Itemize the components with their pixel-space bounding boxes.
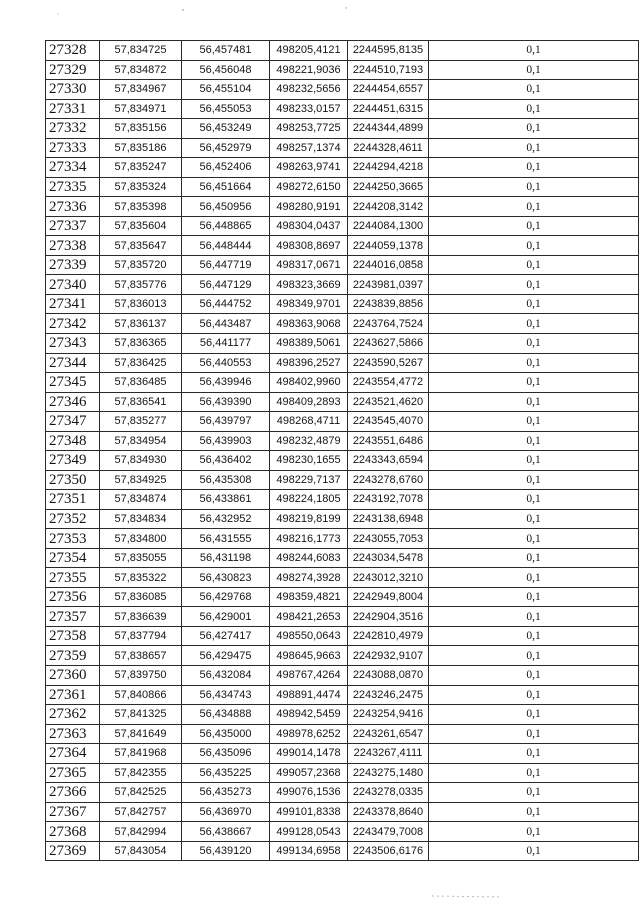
latitude-cell: 57,834954 — [100, 431, 182, 451]
longitude-cell: 56,448444 — [182, 236, 270, 256]
coord-x-cell: 498233,0157 — [270, 99, 348, 119]
table-row — [46, 119, 639, 139]
latitude-cell: 57,835647 — [100, 236, 182, 256]
accuracy-cell: 0,1 — [429, 666, 639, 686]
table-row — [46, 197, 639, 217]
latitude-cell: 57,838657 — [100, 646, 182, 666]
longitude-cell: 56,435308 — [182, 470, 270, 490]
longitude-cell: 56,433861 — [182, 490, 270, 510]
table-row — [46, 314, 639, 334]
coord-x-cell: 498232,4879 — [270, 431, 348, 451]
coord-x-cell: 498891,4474 — [270, 685, 348, 705]
coord-y-cell: 2243192,7078 — [348, 490, 429, 510]
latitude-cell: 57,836137 — [100, 314, 182, 334]
point-number-cell: 27343 — [46, 333, 100, 353]
point-number-cell: 27333 — [46, 138, 100, 158]
point-number-cell: 27363 — [46, 724, 100, 744]
longitude-cell: 56,443487 — [182, 314, 270, 334]
table-row — [46, 60, 639, 80]
coord-y-cell: 2244294,4218 — [348, 158, 429, 178]
table-row — [46, 333, 639, 353]
accuracy-cell: 0,1 — [429, 236, 639, 256]
longitude-cell: 56,435225 — [182, 763, 270, 783]
point-number-cell: 27365 — [46, 763, 100, 783]
table-row — [46, 392, 639, 412]
longitude-cell: 56,441177 — [182, 333, 270, 353]
latitude-cell: 57,835322 — [100, 568, 182, 588]
point-number-cell: 27347 — [46, 412, 100, 432]
coord-x-cell: 498205,4121 — [270, 41, 348, 61]
coord-x-cell: 498402,9960 — [270, 373, 348, 393]
coord-x-cell: 499014,1478 — [270, 744, 348, 764]
table-row — [46, 587, 639, 607]
accuracy-cell: 0,1 — [429, 490, 639, 510]
coord-y-cell: 2244595,8135 — [348, 41, 429, 61]
coord-x-cell: 498257,1374 — [270, 138, 348, 158]
point-number-cell: 27368 — [46, 822, 100, 842]
point-number-cell: 27350 — [46, 470, 100, 490]
latitude-cell: 57,835247 — [100, 158, 182, 178]
latitude-cell: 57,834834 — [100, 509, 182, 529]
point-number-cell: 27364 — [46, 744, 100, 764]
coord-y-cell: 2243627,5866 — [348, 333, 429, 353]
coord-y-cell: 2244454,6557 — [348, 80, 429, 100]
latitude-cell: 57,842757 — [100, 802, 182, 822]
latitude-cell: 57,840866 — [100, 685, 182, 705]
coord-y-cell: 2243479,7008 — [348, 822, 429, 842]
point-number-cell: 27331 — [46, 99, 100, 119]
coord-x-cell: 498229,7137 — [270, 470, 348, 490]
table-row — [46, 802, 639, 822]
point-number-cell: 27369 — [46, 841, 100, 861]
coord-x-cell: 498274,3928 — [270, 568, 348, 588]
point-number-cell: 27349 — [46, 451, 100, 471]
table-row — [46, 646, 639, 666]
coord-x-cell: 498244,6083 — [270, 548, 348, 568]
point-number-cell: 27332 — [46, 119, 100, 139]
table-row — [46, 353, 639, 373]
coord-x-cell: 499134,6958 — [270, 841, 348, 861]
table-row — [46, 41, 639, 61]
point-number-cell: 27340 — [46, 275, 100, 295]
latitude-cell: 57,835398 — [100, 197, 182, 217]
latitude-cell: 57,835277 — [100, 412, 182, 432]
accuracy-cell: 0,1 — [429, 294, 639, 314]
table-row — [46, 763, 639, 783]
coord-y-cell: 2243138,6948 — [348, 509, 429, 529]
point-number-cell: 27356 — [46, 587, 100, 607]
coord-y-cell: 2244016,0858 — [348, 255, 429, 275]
table-row — [46, 685, 639, 705]
coord-y-cell: 2244510,7193 — [348, 60, 429, 80]
accuracy-cell: 0,1 — [429, 724, 639, 744]
accuracy-cell: 0,1 — [429, 255, 639, 275]
accuracy-cell: 0,1 — [429, 197, 639, 217]
point-number-cell: 27358 — [46, 626, 100, 646]
latitude-cell: 57,834725 — [100, 41, 182, 61]
longitude-cell: 56,453249 — [182, 119, 270, 139]
longitude-cell: 56,429475 — [182, 646, 270, 666]
table-row — [46, 373, 639, 393]
table-row — [46, 294, 639, 314]
coord-y-cell: 2243275,1480 — [348, 763, 429, 783]
table-row — [46, 548, 639, 568]
longitude-cell: 56,434888 — [182, 705, 270, 725]
longitude-cell: 56,427417 — [182, 626, 270, 646]
longitude-cell: 56,444752 — [182, 294, 270, 314]
coord-y-cell: 2243254,9416 — [348, 705, 429, 725]
point-number-cell: 27357 — [46, 607, 100, 627]
longitude-cell: 56,452979 — [182, 138, 270, 158]
coord-y-cell: 2243521,4620 — [348, 392, 429, 412]
latitude-cell: 57,835776 — [100, 275, 182, 295]
longitude-cell: 56,436402 — [182, 451, 270, 471]
latitude-cell: 57,835186 — [100, 138, 182, 158]
longitude-cell: 56,436970 — [182, 802, 270, 822]
longitude-cell: 56,439946 — [182, 373, 270, 393]
longitude-cell: 56,432952 — [182, 509, 270, 529]
coord-x-cell: 498550,0643 — [270, 626, 348, 646]
accuracy-cell: 0,1 — [429, 685, 639, 705]
accuracy-cell: 0,1 — [429, 216, 639, 236]
coord-x-cell: 498421,2653 — [270, 607, 348, 627]
accuracy-cell: 0,1 — [429, 412, 639, 432]
point-number-cell: 27334 — [46, 158, 100, 178]
longitude-cell: 56,447129 — [182, 275, 270, 295]
table-row — [46, 783, 639, 803]
point-number-cell: 27360 — [46, 666, 100, 686]
coord-x-cell: 499076,1536 — [270, 783, 348, 803]
accuracy-cell: 0,1 — [429, 353, 639, 373]
coord-x-cell: 498978,6252 — [270, 724, 348, 744]
accuracy-cell: 0,1 — [429, 119, 639, 139]
point-number-cell: 27328 — [46, 41, 100, 61]
accuracy-cell: 0,1 — [429, 333, 639, 353]
accuracy-cell: 0,1 — [429, 822, 639, 842]
longitude-cell: 56,430823 — [182, 568, 270, 588]
coord-x-cell: 498767,4264 — [270, 666, 348, 686]
coord-y-cell: 2244344,4899 — [348, 119, 429, 139]
table-row — [46, 490, 639, 510]
longitude-cell: 56,447719 — [182, 255, 270, 275]
point-number-cell: 27342 — [46, 314, 100, 334]
coord-y-cell: 2243378,8640 — [348, 802, 429, 822]
point-number-cell: 27337 — [46, 216, 100, 236]
longitude-cell: 56,448865 — [182, 216, 270, 236]
coord-y-cell: 2243055,7053 — [348, 529, 429, 549]
accuracy-cell: 0,1 — [429, 80, 639, 100]
coord-x-cell: 498272,6150 — [270, 177, 348, 197]
point-number-cell: 27361 — [46, 685, 100, 705]
coord-y-cell: 2242810,4979 — [348, 626, 429, 646]
coord-x-cell: 498317,0671 — [270, 255, 348, 275]
point-number-cell: 27359 — [46, 646, 100, 666]
coordinates-table — [45, 40, 639, 861]
accuracy-cell: 0,1 — [429, 646, 639, 666]
latitude-cell: 57,835720 — [100, 255, 182, 275]
coord-x-cell: 499101,8338 — [270, 802, 348, 822]
accuracy-cell: 0,1 — [429, 802, 639, 822]
table-row — [46, 99, 639, 119]
point-number-cell: 27362 — [46, 705, 100, 725]
coord-x-cell: 498280,9191 — [270, 197, 348, 217]
latitude-cell: 57,842994 — [100, 822, 182, 842]
accuracy-cell: 0,1 — [429, 705, 639, 725]
coord-y-cell: 2243764,7524 — [348, 314, 429, 334]
coord-y-cell: 2243278,0335 — [348, 783, 429, 803]
latitude-cell: 57,842525 — [100, 783, 182, 803]
latitude-cell: 57,836541 — [100, 392, 182, 412]
table-row — [46, 607, 639, 627]
coord-x-cell: 498263,9741 — [270, 158, 348, 178]
longitude-cell: 56,435096 — [182, 744, 270, 764]
latitude-cell: 57,834800 — [100, 529, 182, 549]
table-row — [46, 412, 639, 432]
table-row — [46, 724, 639, 744]
coord-x-cell: 498219,8199 — [270, 509, 348, 529]
table-row — [46, 158, 639, 178]
point-number-cell: 27346 — [46, 392, 100, 412]
latitude-cell: 57,834872 — [100, 60, 182, 80]
coord-y-cell: 2243590,5267 — [348, 353, 429, 373]
table-row — [46, 626, 639, 646]
longitude-cell: 56,438667 — [182, 822, 270, 842]
point-number-cell: 27335 — [46, 177, 100, 197]
latitude-cell: 57,836013 — [100, 294, 182, 314]
longitude-cell: 56,452406 — [182, 158, 270, 178]
table-row — [46, 431, 639, 451]
coord-x-cell: 498363,9068 — [270, 314, 348, 334]
table-body — [46, 41, 639, 861]
coord-x-cell: 498268,4711 — [270, 412, 348, 432]
latitude-cell: 57,836085 — [100, 587, 182, 607]
longitude-cell: 56,435000 — [182, 724, 270, 744]
coord-x-cell: 498216,1773 — [270, 529, 348, 549]
table-row — [46, 138, 639, 158]
accuracy-cell: 0,1 — [429, 744, 639, 764]
coord-y-cell: 2242932,9107 — [348, 646, 429, 666]
coord-x-cell: 498349,9701 — [270, 294, 348, 314]
table-row — [46, 529, 639, 549]
latitude-cell: 57,842355 — [100, 763, 182, 783]
table-row — [46, 451, 639, 471]
coord-y-cell: 2243551,6486 — [348, 431, 429, 451]
longitude-cell: 56,439797 — [182, 412, 270, 432]
accuracy-cell: 0,1 — [429, 451, 639, 471]
accuracy-cell: 0,1 — [429, 841, 639, 861]
accuracy-cell: 0,1 — [429, 41, 639, 61]
coord-y-cell: 2243981,0397 — [348, 275, 429, 295]
table-row — [46, 841, 639, 861]
coord-x-cell: 499128,0543 — [270, 822, 348, 842]
coord-x-cell: 498253,7725 — [270, 119, 348, 139]
accuracy-cell: 0,1 — [429, 99, 639, 119]
coord-x-cell: 498308,8697 — [270, 236, 348, 256]
latitude-cell: 57,835324 — [100, 177, 182, 197]
coord-y-cell: 2243267,4111 — [348, 744, 429, 764]
point-number-cell: 27354 — [46, 548, 100, 568]
coord-y-cell: 2243343,6594 — [348, 451, 429, 471]
accuracy-cell: 0,1 — [429, 470, 639, 490]
longitude-cell: 56,455053 — [182, 99, 270, 119]
table-row — [46, 177, 639, 197]
coord-x-cell: 499057,2368 — [270, 763, 348, 783]
table-row — [46, 216, 639, 236]
latitude-cell: 57,835604 — [100, 216, 182, 236]
coord-y-cell: 2243088,0870 — [348, 666, 429, 686]
table-row — [46, 80, 639, 100]
latitude-cell: 57,841649 — [100, 724, 182, 744]
point-number-cell: 27330 — [46, 80, 100, 100]
coord-y-cell: 2244451,6315 — [348, 99, 429, 119]
point-number-cell: 27341 — [46, 294, 100, 314]
point-number-cell: 27348 — [46, 431, 100, 451]
accuracy-cell: 0,1 — [429, 431, 639, 451]
coord-x-cell: 498942,5459 — [270, 705, 348, 725]
latitude-cell: 57,841968 — [100, 744, 182, 764]
table-row — [46, 275, 639, 295]
accuracy-cell: 0,1 — [429, 529, 639, 549]
accuracy-cell: 0,1 — [429, 373, 639, 393]
longitude-cell: 56,455104 — [182, 80, 270, 100]
latitude-cell: 57,837794 — [100, 626, 182, 646]
coord-y-cell: 2243278,6760 — [348, 470, 429, 490]
table-row — [46, 236, 639, 256]
latitude-cell: 57,834930 — [100, 451, 182, 471]
longitude-cell: 56,439390 — [182, 392, 270, 412]
accuracy-cell: 0,1 — [429, 568, 639, 588]
coord-y-cell: 2243554,4772 — [348, 373, 429, 393]
table-row — [46, 509, 639, 529]
point-number-cell: 27367 — [46, 802, 100, 822]
point-number-cell: 27345 — [46, 373, 100, 393]
accuracy-cell: 0,1 — [429, 607, 639, 627]
point-number-cell: 27338 — [46, 236, 100, 256]
accuracy-cell: 0,1 — [429, 587, 639, 607]
coord-y-cell: 2243246,2475 — [348, 685, 429, 705]
latitude-cell: 57,839750 — [100, 666, 182, 686]
accuracy-cell: 0,1 — [429, 60, 639, 80]
coord-y-cell: 2243545,4070 — [348, 412, 429, 432]
point-number-cell: 27355 — [46, 568, 100, 588]
coord-x-cell: 498230,1655 — [270, 451, 348, 471]
table-row — [46, 470, 639, 490]
latitude-cell: 57,834971 — [100, 99, 182, 119]
table-row — [46, 568, 639, 588]
coord-x-cell: 498304,0437 — [270, 216, 348, 236]
accuracy-cell: 0,1 — [429, 177, 639, 197]
latitude-cell: 57,835055 — [100, 548, 182, 568]
longitude-cell: 56,429768 — [182, 587, 270, 607]
coord-x-cell: 498224,1805 — [270, 490, 348, 510]
latitude-cell: 57,835156 — [100, 119, 182, 139]
latitude-cell: 57,841325 — [100, 705, 182, 725]
coord-x-cell: 498645,9663 — [270, 646, 348, 666]
accuracy-cell: 0,1 — [429, 138, 639, 158]
point-number-cell: 27339 — [46, 255, 100, 275]
latitude-cell: 57,836639 — [100, 607, 182, 627]
accuracy-cell: 0,1 — [429, 314, 639, 334]
latitude-cell: 57,834967 — [100, 80, 182, 100]
point-number-cell: 27329 — [46, 60, 100, 80]
latitude-cell: 57,834925 — [100, 470, 182, 490]
table-row — [46, 666, 639, 686]
coord-y-cell: 2242949,8004 — [348, 587, 429, 607]
point-number-cell: 27336 — [46, 197, 100, 217]
point-number-cell: 27353 — [46, 529, 100, 549]
coord-x-cell: 498359,4821 — [270, 587, 348, 607]
coord-y-cell: 2244250,3665 — [348, 177, 429, 197]
accuracy-cell: 0,1 — [429, 763, 639, 783]
coord-x-cell: 498396,2527 — [270, 353, 348, 373]
coord-x-cell: 498232,5656 — [270, 80, 348, 100]
latitude-cell: 57,836425 — [100, 353, 182, 373]
coord-y-cell: 2243034,5478 — [348, 548, 429, 568]
longitude-cell: 56,432084 — [182, 666, 270, 686]
latitude-cell: 57,836485 — [100, 373, 182, 393]
accuracy-cell: 0,1 — [429, 626, 639, 646]
point-number-cell: 27344 — [46, 353, 100, 373]
latitude-cell: 57,843054 — [100, 841, 182, 861]
table-row — [46, 744, 639, 764]
coord-y-cell: 2244059,1378 — [348, 236, 429, 256]
accuracy-cell: 0,1 — [429, 158, 639, 178]
coord-y-cell: 2243839,8856 — [348, 294, 429, 314]
longitude-cell: 56,439120 — [182, 841, 270, 861]
longitude-cell: 56,439903 — [182, 431, 270, 451]
coord-y-cell: 2242904,3516 — [348, 607, 429, 627]
point-number-cell: 27366 — [46, 783, 100, 803]
table-row — [46, 822, 639, 842]
longitude-cell: 56,450956 — [182, 197, 270, 217]
coord-x-cell: 498323,3669 — [270, 275, 348, 295]
accuracy-cell: 0,1 — [429, 275, 639, 295]
coord-y-cell: 2244328,4611 — [348, 138, 429, 158]
longitude-cell: 56,451664 — [182, 177, 270, 197]
table-row — [46, 705, 639, 725]
longitude-cell: 56,435273 — [182, 783, 270, 803]
point-number-cell: 27352 — [46, 509, 100, 529]
table-row — [46, 255, 639, 275]
accuracy-cell: 0,1 — [429, 392, 639, 412]
accuracy-cell: 0,1 — [429, 783, 639, 803]
coord-x-cell: 498221,9036 — [270, 60, 348, 80]
coord-y-cell: 2243012,3210 — [348, 568, 429, 588]
longitude-cell: 56,457481 — [182, 41, 270, 61]
coord-y-cell: 2243261,6547 — [348, 724, 429, 744]
longitude-cell: 56,440553 — [182, 353, 270, 373]
point-number-cell: 27351 — [46, 490, 100, 510]
coord-x-cell: 498409,2893 — [270, 392, 348, 412]
latitude-cell: 57,836365 — [100, 333, 182, 353]
coord-y-cell: 2243506,6176 — [348, 841, 429, 861]
accuracy-cell: 0,1 — [429, 509, 639, 529]
coord-x-cell: 498389,5061 — [270, 333, 348, 353]
accuracy-cell: 0,1 — [429, 548, 639, 568]
latitude-cell: 57,834874 — [100, 490, 182, 510]
coord-y-cell: 2244208,3142 — [348, 197, 429, 217]
longitude-cell: 56,456048 — [182, 60, 270, 80]
longitude-cell: 56,431198 — [182, 548, 270, 568]
coord-y-cell: 2244084,1300 — [348, 216, 429, 236]
longitude-cell: 56,429001 — [182, 607, 270, 627]
longitude-cell: 56,431555 — [182, 529, 270, 549]
longitude-cell: 56,434743 — [182, 685, 270, 705]
